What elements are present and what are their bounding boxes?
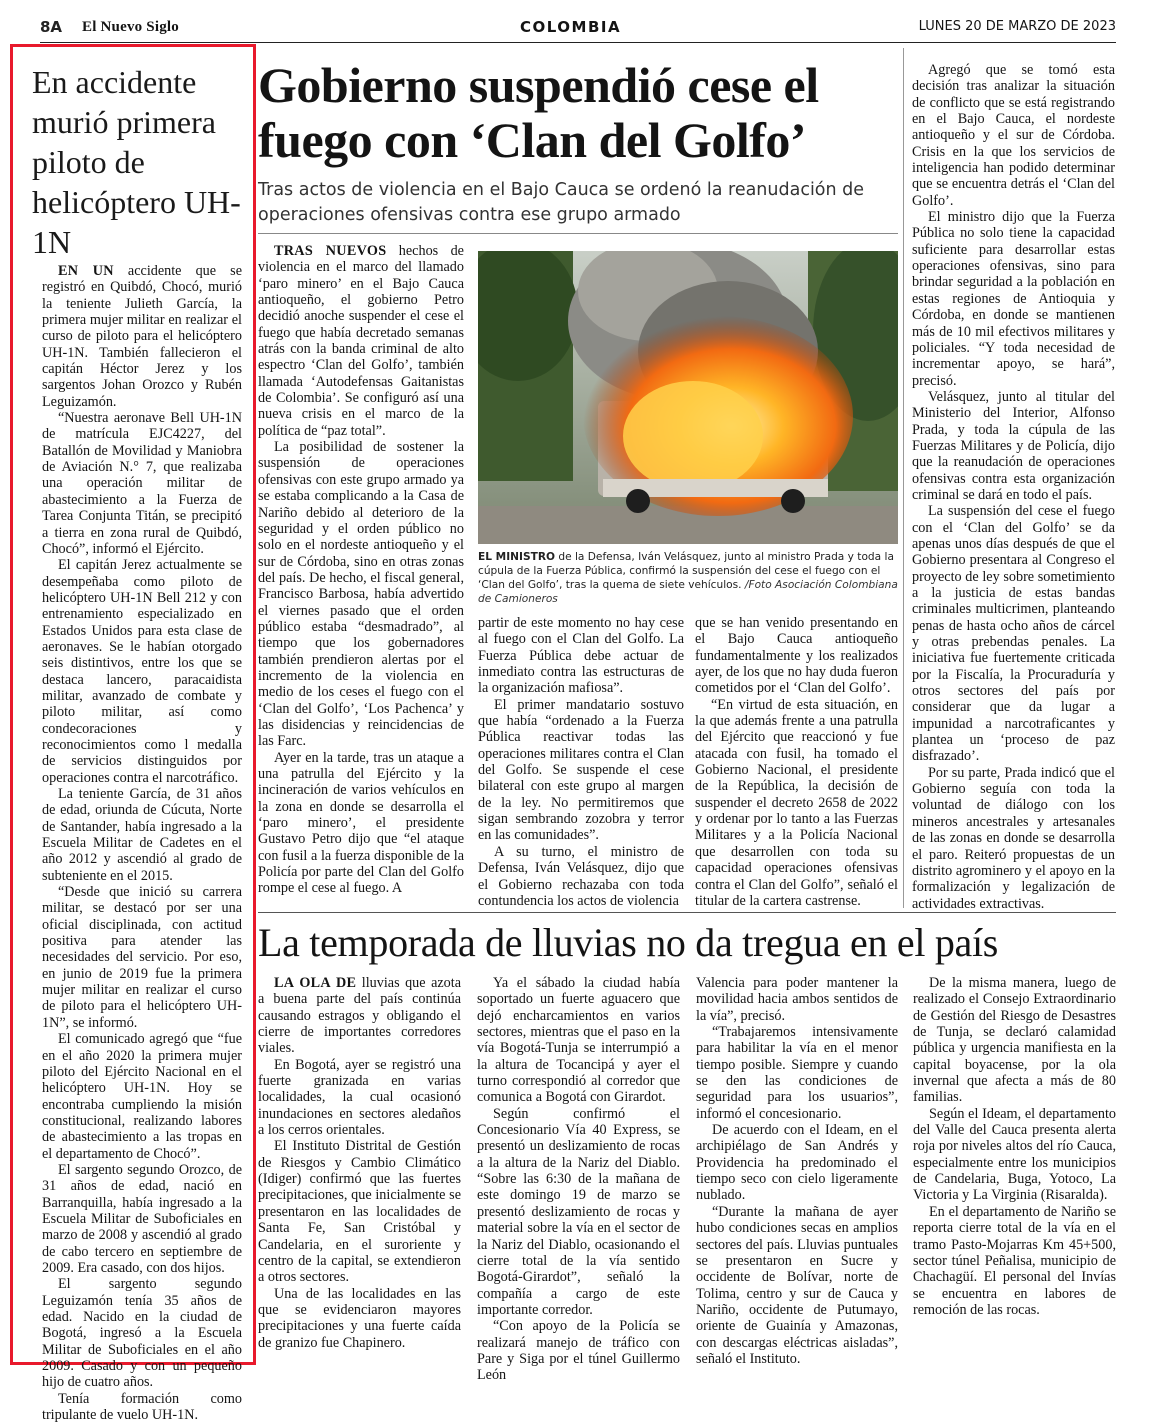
left-article-headline: En accidente murió primera piloto de helicóptero UH-1N <box>32 64 241 260</box>
left-article-paragraph: EN UN accidente que se registró en Quibdó, Chocó, murió la teniente Julieth García, la primera mujer militar en realizar el curso de piloto para el helicóptero UH-1N. También fallecieron el capitán Héctor Jerez y los sargentos Johan Orozco y Rubén Leguizamón. <box>42 263 242 410</box>
left-article-paragraph: Tenía formación como tripulante de vuelo UH-1N. <box>42 1390 242 1423</box>
left-article-paragraph: El capitán Jerez actualmente se desempeñaba como piloto de helicóptero UH-1N Bell 212 y con entrenamiento especializado en Estados Unidos para esta clase de aeronaves. Se le habían otorgado seis distintivos, entre los que se destaca lancero, paracaidista militar, avanzado de combate y piloto militar, así como condecoraciones y reconocimientos como l medalla de servicios distinguidos por operaciones contra el narcotráfico. <box>42 557 242 786</box>
second-article-paragraph: “Con apoyo de la Policía se realizará manejo de tráfico con Pare y Siga por el túnel Guillermo León <box>477 1318 680 1384</box>
main-article-paragraph: partir de este momento no hay cese al fuego con el Clan del Golfo. La Fuerza Pública debe actuar de inmediato contra las estructuras de la organización mafiosa”. <box>478 615 684 697</box>
lead-in: EN UN <box>58 263 114 279</box>
left-article-paragraph: “Desde que inició su carrera militar, se destacó por ser una oficial disciplinada, con actitud positiva para atender las necesidades del servicio. Por eso, en junio de 2019 fue la primera mujer militar en realizar el curso de piloto para el helicóptero UH-1N”, se informó. <box>42 884 242 1031</box>
main-article-headline: Gobierno suspendió cese el fuego con ‘Clan del Golfo’ <box>258 57 819 168</box>
photo-credit: /Foto Asociación Colombiana de Camioneros <box>478 579 898 605</box>
second-article-paragraph: En Bogotá, ayer se registró una fuerte granizada en varias localidades, la cual ocasionó inundaciones en sectores aledaños a los cerros orientales. <box>258 1056 461 1139</box>
second-article-paragraph: “Durante la mañana de ayer hubo condiciones secas en amplios sectores del país. Lluvias puntuales se presentaron en Sucre y occidente de Bolívar, norte de Tolima, centro y sur de Cauca y Nariño, occidente de Putumayo, oriente de Guainía y Amazonas, con descargas eléctricas aisladas”, señaló el Instituto. <box>696 1203 898 1367</box>
second-article-paragraph: Una de las localidades en las que se evidenciaron mayores precipitaciones y una fuerte caída de granizo fue Chapinero. <box>258 1285 461 1351</box>
main-article-column <box>695 615 898 909</box>
left-article-paragraph: “Nuestra aeronave Bell UH-1N de matrícula EJC4227, del Batallón de Movilidad y Maniobra de Aviación N.° 7, que realizaba una operación militar de abastecimiento a la Fuerza de Tarea Conjunta Titán, se precipitó a tierra en zona rural de Quibdó, Chocó”, informó el Ejército. <box>42 410 242 557</box>
left-article-body <box>42 263 242 1423</box>
second-article-paragraph: “Trabajaremos intensivamente para habilitar la vía en el menor tiempo posible. Siempre y cuando se den las condiciones de seguridad para los usuarios”, informó el concesionario. <box>696 1024 898 1122</box>
main-article-paragraph: TRAS NUEVOS hechos de violencia en el marco del llamado ‘paro minero’ en el Bajo Cauca antioqueño, el gobierno Petro decidió anoche suspender el cese el fuego que había decretado semanas atrás con la banda criminal de alto espectro ‘Clan del Golfo’, también llamada ‘Autodefensas Gaitanistas de Colombia’. Se configuró así una nueva crisis en el marco de la política de “paz total”. <box>258 243 464 439</box>
lead-in: LA OLA DE <box>274 975 357 991</box>
main-article-paragraph: Ayer en la tarde, tras un ataque a una patrulla del Ejército y la incineración de varios vehículos en la zona en donde se desarrolla el ‘paro minero’, el presidente Gustavo Petro dijo que “el ataque con fusil a la fuerza disponible de la Policía por parte del Clan del Golfo rompe el cese al fuego. A <box>258 749 464 897</box>
page-number: 8A <box>40 18 63 36</box>
second-article-paragraph: Valencia para poder mantener la movilidad hacia ambos sentidos de la vía”, precisó. <box>696 975 898 1024</box>
left-article-paragraph: El sargento segundo Leguizamón tenía 35 años de edad. Nacido en la ciudad de Bogotá, ingresó a la Escuela Militar de Suboficiales en el año 2009. Casado y con un pequeño hijo de cuatro años. <box>42 1276 242 1391</box>
second-article-column <box>477 975 680 1384</box>
photo-caption: EL MINISTRO de la Defensa, Iván Velásquez, junto al ministro Prada y toda la cúpula de la Fuerza Pública, confirmó la suspensión del cese el fuego con el ‘Clan del Golfo’, tras la quema de siete vehículos. /Foto Asociación Colombiana de Camioneros <box>478 551 898 605</box>
main-article-paragraph: La posibilidad de sostener la suspensión de operaciones ofensivas con este grupo armado ya se estaba complicando a la Casa de Nariño debido al deterioro de la seguridad y el orden público no solo en el nordeste antioqueño y el sur de Córdoba, sino en otras zonas del país. De hecho, el fiscal general, Francisco Barbosa, había advertido el viernes pasado que el orden público estaba “desmadrado”, al tiempo que los gobernadores también prendieron alertas por el incremento de la violencia en medio de los ceses el fuego con el ‘Clan del Golfo’, ‘Los Pachenca’ y las disidencias y reincidencias de las Farc. <box>258 439 464 750</box>
second-article-headline: La temporada de lluvias no da tregua en el país <box>258 920 999 965</box>
divider <box>258 912 1116 913</box>
second-article-paragraph: El Instituto Distrital de Gestión de Riesgos y Cambio Climático (Idiger) confirmó que las fuertes precipitaciones, que inicialmente se presentaron en las localidades de Santa Fe, San Cristóbal y Candelaria, en el suroriente y centro de la capital, se extendieron a otros sectores. <box>258 1138 461 1286</box>
main-article-paragraph: A su turno, el ministro de Defensa, Iván Velásquez, dijo que el Gobierno rechazaba con toda contundencia los actos de violencia <box>478 843 684 909</box>
left-article-paragraph: El comunicado agregó que “fue en el año 2020 la primera mujer piloto del Ejército Nacional en el helicóptero UH-1N. Hoy se encontraba cumpliendo la misión constitucional, realizando labores de abastecimiento a las tropas en el departamento de Chocó”. <box>42 1031 242 1162</box>
second-article-column <box>913 975 1116 1318</box>
main-article-paragraph: La suspensión del cese el fuego con el ‘Clan del Golfo’ se da apenas unos días después de que el Gobierno presentara al Congreso el proyecto de ley sobre sometimiento a la justicia de estas bandas criminales multicrimen, planteando penas de hasta ocho años de cárcel y otras prebendas penales. La iniciativa fue fuertemente criticada por la Fiscalía, la Procuraduría y otros sectores del país por considerar que da lugar a impunidad a narcotraficantes y plantea un ‘proceso de paz disfrazado’. <box>912 503 1115 765</box>
main-article-paragraph: El primer mandatario sostuvo que había “ordenado a la Fuerza Pública reactivar todas las operaciones militares contra el Clan del Golfo. Se suspende el cese bilateral con este grupo al margen de la ley. No permitiremos que sigan sembrando zozobra y terror en las comunidades”. <box>478 696 684 844</box>
issue-date: LUNES 20 DE MARZO DE 2023 <box>918 19 1116 34</box>
second-article-paragraph: En el departamento de Nariño se reporta cierre total de la vía en el tramo Pasto-Mojarras Km 45+500, sector túnel Peñalisa, municipio de Chachagüí. El personal del Invías se encuentra en labores de remoción de las rocas. <box>913 1203 1116 1318</box>
main-article-paragraph: “En virtud de esta situación, en la que además frente a una patrulla del Ejército que reaccionó y fue atacada con fusil, ha tomado el Gobierno Nacional, el presidente de la República, la decisión de suspender el decreto 2658 de 2022 y ordenar por lo tanto a las Fuerzas Militares y a la Policía Nacional que desarrollen con toda su capacidad operaciones ofensivas contra el Clan del Golfo”, señaló el titular de la cartera castrense. <box>695 696 898 909</box>
divider <box>258 233 898 234</box>
main-article-paragraph: Por su parte, Prada indicó que el Gobierno seguía con toda la voluntad de diálogo con los mineros ancestrales y artesanales de las zonas en donde se desarrolla el paro. Reiteró propuestas de un distrito agrominero y el apoyo en la formalización y legalización de actividades extractivas. <box>912 764 1115 912</box>
main-article-column <box>912 62 1115 912</box>
section-title: COLOMBIA <box>520 18 622 36</box>
main-article-subhead: Tras actos de violencia en el Bajo Cauca se ordenó la reanudación de operaciones ofensivas contra ese grupo armado <box>258 180 865 225</box>
main-article-column <box>478 615 684 909</box>
second-article-paragraph: Según confirmó el Concesionario Vía 40 Express, se presentó un deslizamiento de rocas a la altura de la Nariz del Diablo. “Sobre las 6:30 de la mañana de este domingo 19 de marzo se presentó deslizamiento de rocas y material sobre la vía en el sector de la Nariz del Diablo, ocasionando el cierre total de la vía sentido Bogotá-Girardot”, señaló la compañía a cargo de este importante corredor. <box>477 1105 680 1318</box>
column-divider <box>903 48 904 908</box>
second-article-paragraph: LA OLA DE lluvias que azota a buena parte del país continúa causando estragos y obligando el cierre de importantes corredores viales. <box>258 975 461 1057</box>
second-article-paragraph: Según el Ideam, el departamento del Valle del Cauca presenta alerta roja por niveles altos del río Cauca, especialmente entre los municipios de Candelaria, Buga, Yotoco, La Victoria y La Virginia (Risaralda). <box>913 1105 1116 1204</box>
second-article-paragraph: Ya el sábado la ciudad había soportado un fuerte aguacero que dejó encharcamientos en varios sectores, mientras que el paso en la vía Bogotá-Tunja se interrumpió a la altura de Tocancipá y ayer el turno correspondió al corredor que comunica a Bogotá con Girardot. <box>477 975 680 1106</box>
left-article-paragraph: La teniente García, de 31 años de edad, oriunda de Cúcuta, Norte de Santander, había ingresado a la Escuela Militar de Cadetes en el año 2012 y ascendió al grado de subteniente en el 2015. <box>42 786 242 884</box>
second-article-column <box>258 975 461 1351</box>
main-article-paragraph: Velásquez, junto al titular del Ministerio del Interior, Alfonso Prada, y toda la cúpula de las Fuerzas Militares y de Policía, dijo que la reanudación de operaciones ofensivas contra esta organización criminal se dará en todo el país. <box>912 388 1115 503</box>
caption-lead: EL MINISTRO <box>478 551 555 563</box>
page-header <box>40 18 1116 43</box>
burning-bus-photo <box>478 251 898 544</box>
main-article-paragraph: Agregó que se tomó esta decisión tras analizar la situación de conflicto que se está registrando en el Bajo Cauca, el nordeste antioqueño y el sur de Córdoba. Crisis en la que los servicios de inteligencia han podido determinar que se encuentra detrás el ‘Clan del Golfo’. <box>912 62 1115 209</box>
main-article-paragraph: que se han venido presentando en el Bajo Cauca antioqueño fundamentalmente y los realizados ayer, de los que no hay duda fueron cometidos por el ‘Clan del Golfo’. <box>695 615 898 697</box>
newspaper-name: El Nuevo Siglo <box>82 19 179 35</box>
second-article-paragraph: De acuerdo con el Ideam, en el archipiélago de San Andrés y Providencia ha predominado el tiempo seco con cielo ligeramente nublado. <box>696 1122 898 1204</box>
main-article-column <box>258 243 464 897</box>
main-article-paragraph: El ministro dijo que la Fuerza Pública no solo tiene la capacidad suficiente para desarrollar estas operaciones ofensivas, sino para brindar seguridad a la población en estas regiones de Antioquia y Córdoba, en donde se mantienen más de 10 mil efectivos militares y policiales. “Y toda necesidad de incrementar apoyo, se hará”, precisó. <box>912 209 1115 389</box>
left-article-paragraph: El sargento segundo Orozco, de 31 años de edad, nació en Barranquilla, había ingresado a la Escuela Militar de Suboficiales en marzo de 2008 y ascendió al grado de cabo tercero en septiembre de 2009. Era casado, con dos hijos. <box>42 1161 242 1276</box>
second-article-paragraph: De la misma manera, luego de realizado el Consejo Extraordinario de Gestión del Riesgo de Desastres de Tunja, se declaró calamidad pública y urgencia manifiesta en la capital boyacense, por la ola invernal que afecta a más de 80 familias. <box>913 975 1116 1106</box>
second-article-column <box>696 975 898 1367</box>
lead-in: TRAS NUEVOS <box>274 243 387 259</box>
